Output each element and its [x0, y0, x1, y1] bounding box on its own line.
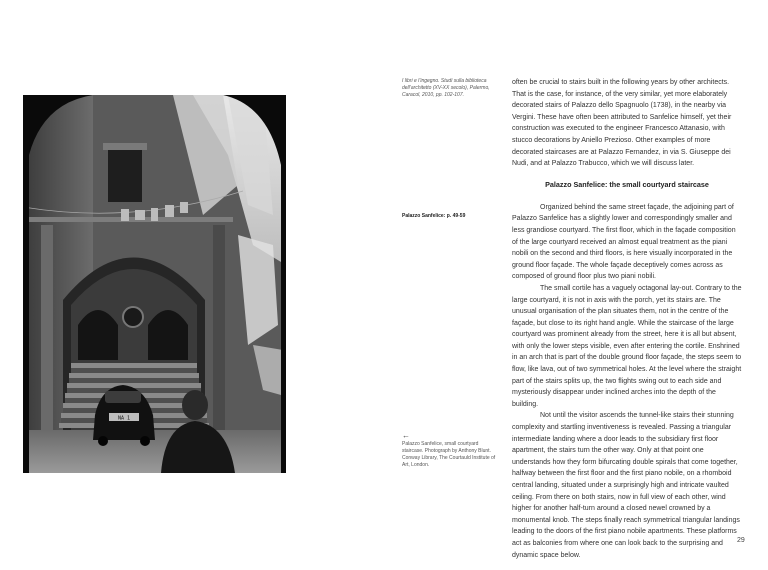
courtyard-photo-illustration: [23, 95, 286, 473]
paragraph-3: The small cortile has a vaguely octagonal lay-out. Contrary to the large courtyard, it is not in axis with the porch, yet its stairs are. The unusual organisation of the plan situates them, not in the centre of the façade, but close to its right hand angle. While the staircase of the large courtyard was prominent already from the street, here it is all but absent, with only the lower steps visible, even after entering the cortile. Enshrined in an arch that is part of the double ground floor façade, the steps seem to flow, like lava, out of two symmetrical holes. At the level where the straight part of the stairs splits up, the two flights swing out to each side and mysteriously disappear under inclined arches into the depth of the building.: [512, 284, 742, 408]
section-page-reference: Palazzo Sanfelice: p. 49-59: [402, 213, 466, 219]
courtyard-photograph: [23, 95, 286, 473]
paragraph-1: often be crucial to stairs built in the following years by other architects. That is the case, for instance, of the very similar, yet more elaborately decorated stairs of Palazzo dello Spagnuolo (1738), in the nearby via Vergini. These have often been attributed to Sanfelice himself, yet their construction was executed to the engineer Francesco Attanasio, with stucco decorations by Aniello Prezioso. Other examples of more decorated staircases are at Palazzo Fernandez, in via S. Giuseppe dei Nudi, and at Palazzo Trabucco, which we will discuss later.: [512, 79, 732, 168]
body-text-column: [512, 77, 742, 561]
bibliographic-reference: I libri e l’ingegno. Studi sulla biblioteca dell’architetto (XV-XX secolo), Palermo, Caracol, 2010, pp. 102-107.: [402, 78, 490, 98]
page-number: 29: [737, 537, 745, 544]
section-heading: Palazzo Sanfelice: the small courtyard staircase: [545, 179, 709, 189]
left-arrow-icon: ←: [402, 431, 410, 440]
license-plate-text: NA 1: [117, 415, 131, 422]
photo-caption: Palazzo Sanfelice, small courtyard staircase. Photograph by Anthony Blunt. Conway Library, The Courtauld Institute of Art, London.: [402, 441, 496, 468]
paragraph-2: Organized behind the same street façade, the adjoining part of Palazzo Sanfelice has a slightly lower and correspondingly smaller and less grandiose courtyard. The first floor, which in the façade composition of the large courtyard received an almost equal treatment as the piani nobili on the second and third floors, is here visually incorporated in the ground floor façade. The whole façade deceptively comes across as composed of ground floor plus two piani nobili.: [512, 203, 736, 281]
paragraph-4: Not until the visitor ascends the tunnel-like stairs their stunning complexity and startling inventiveness is revealed. Passing a triangular intermediate landing where a door leads to the subsidiary first floor apartment, the stairs turn the other way. Only at that point one understands how they form bifurcating double spirals that come together, halfway between the first floor and the first piano nobile, on a rhomboid central landing, situated under a surprisingly high and intricate vaulted ceiling. From there on both stairs, now in full view of each other, wind higher for another half-turn around a closed newel crowned by a monumental knob. The steps finally reach symmetrical triangular landings leading to the doors of the first piano nobile apartments. These platforms act as balconies from where one can look back to the surprising and dynamic space below.: [512, 412, 740, 559]
